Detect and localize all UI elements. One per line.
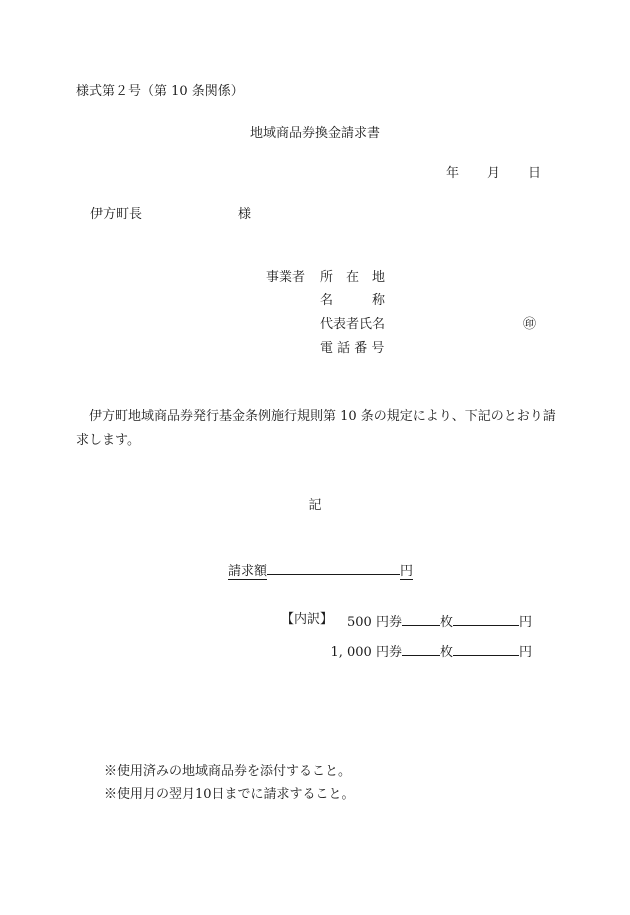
business-label: 事業者 [266, 270, 306, 285]
count-unit: 枚 [439, 615, 453, 630]
yen-blank [453, 613, 519, 626]
request-amount-blank [267, 562, 400, 575]
seal-mark: ㊞ [523, 317, 537, 332]
yen-unit: 円 [518, 615, 532, 630]
addressee-honorific: 様 [238, 207, 252, 222]
breakdown-label: 【内訳】 [281, 612, 334, 627]
date-month-label: 月 [487, 166, 501, 181]
yen-unit: 円 [518, 645, 532, 660]
date-year-label: 年 [446, 166, 460, 181]
date-line [446, 167, 541, 180]
phone-label: 電 話 番 号 [320, 341, 385, 356]
name-label: 名 称 [320, 293, 386, 308]
representative-label: 代表者氏名 [320, 317, 386, 332]
voucher-type: 1, 000 円券 [330, 645, 402, 660]
address-label: 所 在 地 [320, 270, 386, 285]
request-amount-label: 請求額 [228, 564, 268, 579]
ki-heading: 記 [308, 498, 322, 513]
form-number: 様式第２号（第 10 条関係） [76, 84, 244, 99]
note-item: ※使用済みの地域商品券を添付すること。 [104, 764, 352, 779]
request-amount-unit: 円 [400, 564, 414, 579]
addressee-name: 伊方町長 [90, 207, 143, 222]
request-amount-line [228, 562, 413, 578]
voucher-type: 500 円券 [347, 615, 402, 630]
breakdown-row [330, 643, 532, 659]
breakdown-row [347, 613, 532, 629]
addressee [90, 208, 251, 221]
count-unit: 枚 [439, 645, 453, 660]
request-statement: 伊方町地域商品券発行基金条例施行規則第 10 条の規定により、下記のとおり請求します。 [76, 409, 556, 448]
document-title: 地域商品券換金請求書 [249, 126, 380, 141]
date-day-label: 日 [528, 166, 542, 181]
count-blank [402, 643, 440, 656]
yen-blank [453, 643, 519, 656]
count-blank [402, 613, 440, 626]
note-item: ※使用月の翌月10日までに請求すること。 [104, 787, 355, 802]
